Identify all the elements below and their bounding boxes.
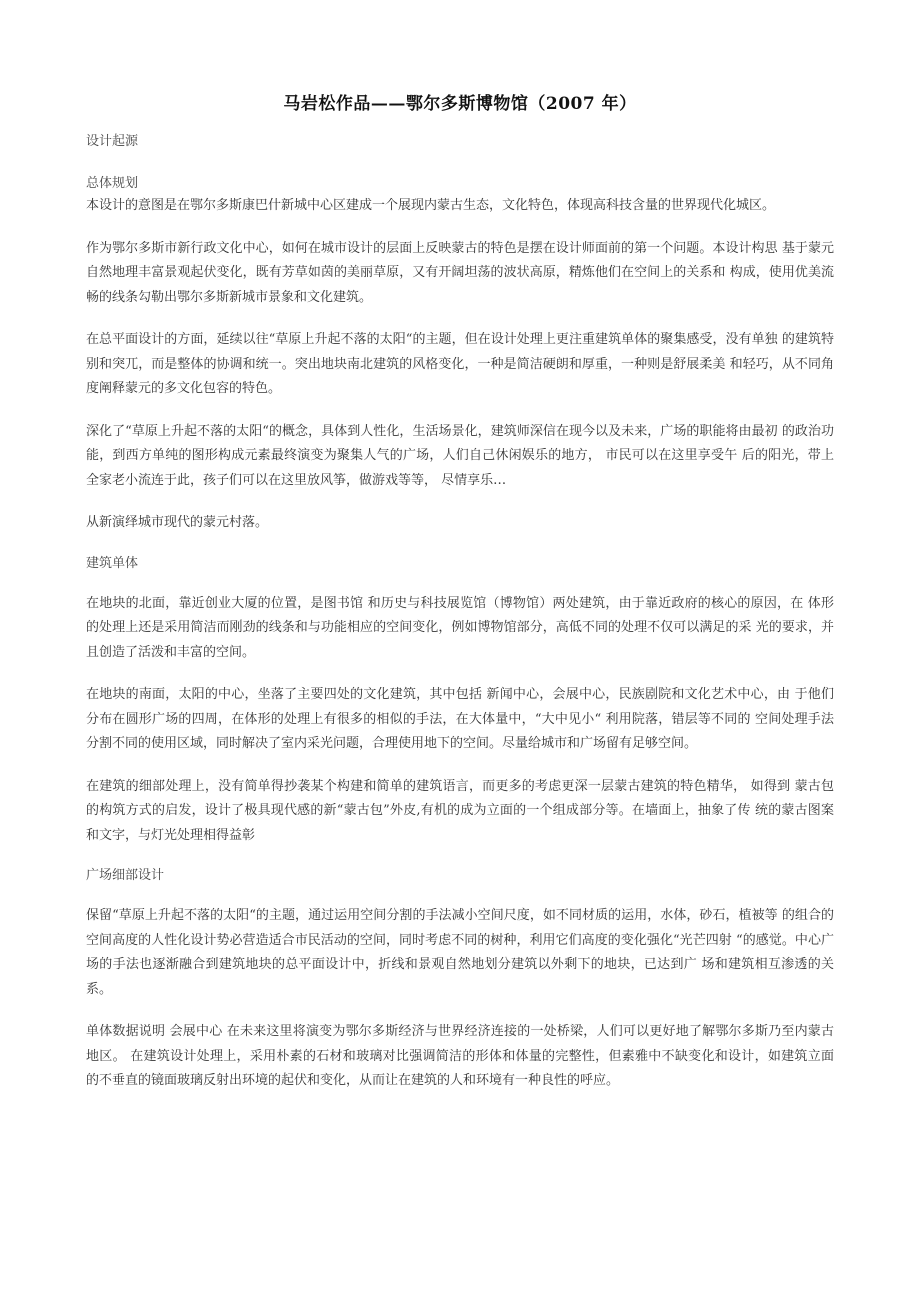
section-heading-overall-planning: 总体规划 xyxy=(86,176,139,191)
paragraph-south-buildings: 在地块的南面，太阳的中心，坐落了主要四处的文化建筑，其中包括 新闻中心，会展中心，民族剧院和文化艺术中心，由 于他们分布在圆形广场的四周，在体形的处理上有很多的相似的手法，在大体量中，“大中见小“ 利用院落，错层等不同的 空间处理手法分割不同的使用区域，同时解决了室内采光问题，合理使用地下的空间。尽量给城市和广场留有足够空间。 xyxy=(86,687,834,751)
document-page xyxy=(86,92,834,1094)
paragraph-admin-center: 作为鄂尔多斯市新行政文化中心，如何在城市设计的层面上反映蒙古的特色是摆在设计师面前的第一个问题。本设计构思 基于蒙元自然地理丰富景观起伏变化，既有芳草如茵的美丽草原，又有开阔坦荡的波状高原，精炼他们在空间上的关系和 构成，使用优美流畅的线条勾勒出鄂尔多斯新城市景象和文化建筑。 xyxy=(86,240,834,305)
paragraph-plaza-concept: 深化了“草原上升起不落的太阳“的概念，具体到人性化，生活场景化，建筑师深信在现今以及未来，广场的职能将由最初 的政治功能，到西方单纯的图形构成元素最终演变为聚集人气的广场，人们自己休闲娱乐的地方， 市民可以在这里享受午 后的阳光，带上全家老小流连于此，孩子们可以在这里放风筝，做游戏等等， 尽情享乐… xyxy=(86,423,834,488)
paragraph-detail-treatment: 在建筑的细部处理上，没有简单得抄袭某个构建和简单的建筑语言，而更多的考虑更深一层蒙古建筑的特色精华， 如得到 蒙古包的构筑方式的启发，设计了极具现代感的新“蒙古包”外皮,有机的成为立面的一个组成部分等。在墙面上，抽象了传 统的蒙古图案和文字，与灯光处理相得益彰 xyxy=(86,778,834,843)
spacer xyxy=(86,493,834,511)
spacer xyxy=(86,152,834,174)
spacer xyxy=(86,574,834,592)
spacer xyxy=(86,757,834,775)
spacer xyxy=(86,536,834,554)
spacer xyxy=(86,848,834,866)
paragraph-site-plan: 在总平面设计的方面，延续以往“草原上升起不落的太阳“的主题，但在设计处理上更注重建筑单体的聚集感受，没有单独 的建筑特别和突兀，而是整体的协调和统一。突出地块南北建筑的风格变化，一种是简洁硬朗和厚重，一种则是舒展柔美 和轻巧，从不同角度阐释蒙元的多文化包容的特色。 xyxy=(86,332,834,396)
spacer xyxy=(86,310,834,328)
spacer xyxy=(86,1002,834,1020)
paragraph-intent: 本设计的意图是在鄂尔多斯康巴什新城中心区建成一个展现内蒙古生态，文化特色，体现高科技含量的世界现代化城区。 xyxy=(86,198,776,213)
paragraph-exhibition-center: 单体数据说明 会展中心 在未来这里将演变为鄂尔多斯经济与世界经济连接的一处桥梁，人们可以更好地了解鄂尔多斯乃至内蒙古地区。 在建筑设计处理上，采用朴素的石材和玻璃对比强调简洁的形体和体量的完整性，但素雅中不缺变化和设计，如建筑立面 的不垂直的镜面玻璃反射出环境的起伏和变化，从而让在建筑的人和环境有一种良性的呼应。 xyxy=(86,1024,834,1088)
spacer xyxy=(86,219,834,237)
spacer xyxy=(86,665,834,683)
section-heading-buildings: 建筑单体 xyxy=(86,555,139,571)
paragraph-village: 从新演绎城市现代的蒙元村落。 xyxy=(86,515,269,530)
section-heading-plaza-detail: 广场细部设计 xyxy=(86,868,165,883)
spacer xyxy=(86,402,834,420)
section-heading-design-origin: 设计起源 xyxy=(86,134,139,149)
paragraph-plaza-design: 保留“草原上升起不落的太阳“的主题，通过运用空间分割的手法减小空间尺度，如不同材质的运用，水体，砂石，植被等 的组合的空间高度的人性化设计势必营造适合市民活动的空间，同时考虑不同的树种，利用它们高度的变化强化“光芒四射 “的感觉。中心广场的手法也逐渐融合到建筑地块的总平面设计中，折线和景观自然地划分建筑以外剩下的地块，已达到广 场和建筑相互渗透的关系。 xyxy=(86,908,834,997)
spacer xyxy=(86,886,834,904)
paragraph-north-buildings: 在地块的北面，靠近创业大厦的位置，是图书馆 和历史与科技展览馆（博物馆）两处建筑，由于靠近政府的核心的原因，在 体形的处理上还是采用简洁而刚劲的线条和与功能相应的空间变化，例如博物馆部分，高低不同的处理不仅可以满足的采 光的要求，并且创造了活泼和丰富的空间。 xyxy=(86,595,834,660)
document-title: 马岩松作品——鄂尔多斯博物馆（2007 年） xyxy=(283,94,637,114)
